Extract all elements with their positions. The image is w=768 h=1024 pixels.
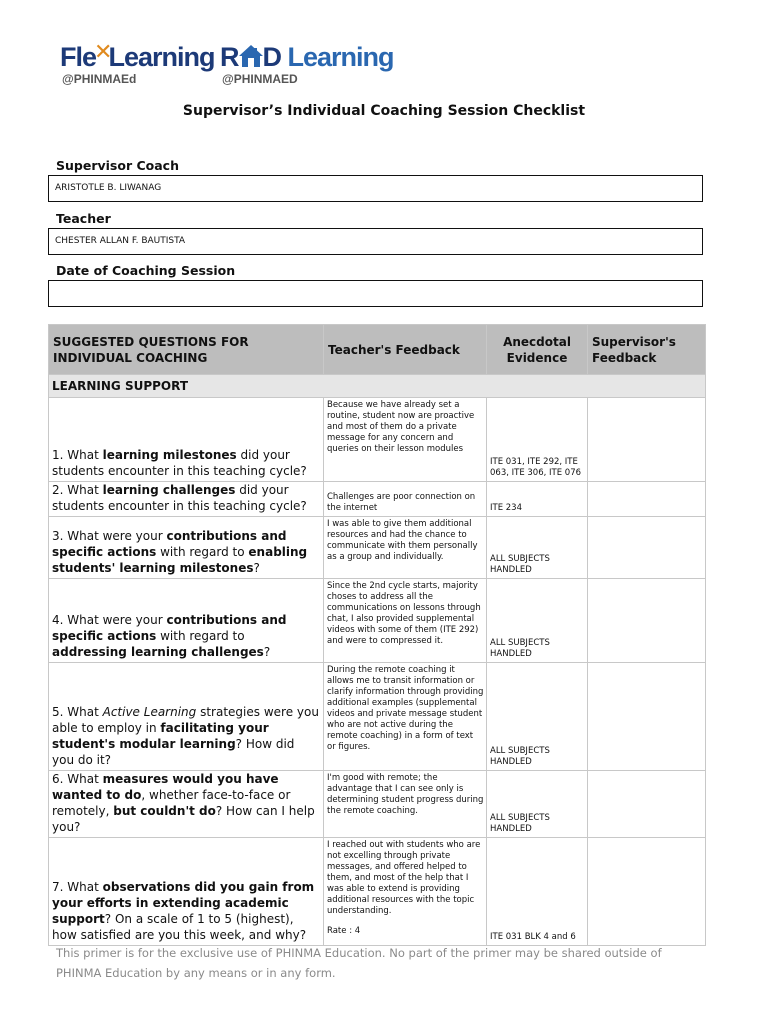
teacher-feedback-text: I reached out with students who are not excelling through private messages, and offered helped to them, and most of the help that I was able to extend is providing additional resources with the topic understanding.	[327, 840, 481, 916]
flexlearning-logo	[60, 39, 215, 86]
supervisor-feedback-cell[interactable]	[588, 771, 706, 838]
teacher-feedback-cell[interactable]	[324, 579, 487, 663]
rad-logo-part2: D	[262, 42, 281, 72]
teacher-feedback-cell[interactable]	[324, 771, 487, 838]
house-icon	[238, 44, 264, 74]
question-text: 1. What	[52, 448, 103, 462]
question-text: ?	[263, 645, 271, 659]
question-text: learning milestones	[102, 448, 237, 462]
supervisor-coach-field[interactable]: ARISTOTLE B. LIWANAG	[48, 175, 703, 202]
question-cell	[49, 838, 324, 946]
teacher-feedback-text: I was able to give them additional resources and had the chance to communicate with them personally as a group and individually.	[327, 519, 478, 562]
flex-logo-part1: Fle	[60, 42, 97, 72]
teacher-label: Teacher	[56, 211, 111, 226]
supervisor-feedback-cell[interactable]	[588, 482, 706, 517]
question-text: ? On a scale of 1 to 5 (highest), how satisfied are you this week, and why?	[52, 912, 307, 942]
table-header-row	[49, 325, 706, 375]
question-text: Active Learning	[102, 705, 197, 719]
supervisor-feedback-cell[interactable]	[588, 579, 706, 663]
question-text: did your students encounter in this teaching cycle?	[52, 448, 307, 478]
question-text: observations did you gain from your efforts in extending academic support	[52, 880, 315, 926]
question-text: facilitating your student's modular learning	[52, 721, 269, 751]
date-label: Date of Coaching Session	[56, 263, 236, 278]
question-text: , whether face-to-face or remotely,	[52, 788, 291, 818]
question-cell	[49, 398, 324, 482]
question-cell	[49, 663, 324, 771]
rad-logo-part3: Learning	[287, 42, 394, 72]
anecdotal-evidence-cell[interactable]: ITE 031 BLK 4 and 6	[487, 838, 588, 946]
rad-logo-handle: @PHINMAED	[222, 72, 298, 86]
table-row	[49, 398, 706, 482]
question-text: strategies were you able to employ in	[52, 705, 319, 735]
question-text: ? How did you do it?	[52, 737, 295, 767]
question-text: 2. What	[52, 483, 103, 497]
anecdotal-evidence-cell[interactable]: ITE 234	[487, 482, 588, 517]
question-text: but couldn't do	[113, 804, 216, 818]
header-supervisor-feedback: Supervisor's Feedback	[588, 325, 706, 375]
question-text: learning challenges	[102, 483, 236, 497]
anecdotal-evidence-cell[interactable]: ALL SUBJECTS HANDLED	[487, 579, 588, 663]
table-row	[49, 482, 706, 517]
question-cell	[49, 482, 324, 517]
section-row	[49, 375, 706, 398]
teacher-feedback-cell[interactable]	[324, 398, 487, 482]
teacher-feedback-cell[interactable]	[324, 517, 487, 579]
question-text: contributions and specific actions	[52, 529, 287, 559]
question-text: 7. What	[52, 880, 103, 894]
supervisor-feedback-cell[interactable]	[588, 398, 706, 482]
table-row	[49, 838, 706, 946]
flex-logo-part2: Learning	[108, 42, 215, 72]
teacher-feedback-cell[interactable]	[324, 663, 487, 771]
table-row	[49, 663, 706, 771]
anecdotal-evidence-cell[interactable]: ITE 031, ITE 292, ITE 063, ITE 306, ITE 076	[487, 398, 588, 482]
question-text: ?	[253, 561, 260, 575]
flex-logo-handle: @PHINMAEd	[62, 72, 137, 86]
coaching-table	[48, 324, 706, 946]
supervisor-feedback-cell[interactable]	[588, 517, 706, 579]
question-text: measures would you have wanted to do	[52, 772, 279, 802]
question-text: 6. What	[52, 772, 103, 786]
anecdotal-evidence-cell[interactable]: ALL SUBJECTS HANDLED	[487, 517, 588, 579]
question-cell	[49, 517, 324, 579]
rad-learning-logo	[220, 42, 435, 86]
anecdotal-evidence-cell[interactable]: ALL SUBJECTS HANDLED	[487, 663, 588, 771]
x-mark-icon: ✕	[94, 39, 112, 64]
date-field[interactable]	[48, 280, 703, 307]
question-text: addressing learning challenges	[52, 645, 264, 659]
question-cell	[49, 771, 324, 838]
question-text: did your students encounter in this teaching cycle?	[52, 483, 307, 513]
header-teacher-feedback: Teacher's Feedback	[324, 325, 487, 375]
table-row	[49, 517, 706, 579]
question-text: 4. What were your	[52, 613, 167, 627]
header-questions: SUGGESTED QUESTIONS FOR INDIVIDUAL COACHING	[49, 325, 324, 375]
supervisor-feedback-cell[interactable]	[588, 663, 706, 771]
question-text: 5. What	[52, 705, 103, 719]
question-text: enabling students' learning milestones	[52, 545, 308, 575]
teacher-feedback-cell[interactable]	[324, 482, 487, 517]
teacher-feedback-text: Since the 2nd cycle starts, majority choses to address all the communications on lessons through chat, I also provided supplemental videos with some of them (ITE 292) and were to compressed it.	[327, 581, 481, 646]
question-cell	[49, 579, 324, 663]
teacher-feedback-text: Challenges are poor connection on the internet	[327, 492, 476, 513]
supervisor-coach-label: Supervisor Coach	[56, 158, 179, 173]
question-text: with regard to	[156, 629, 245, 643]
rad-logo-part1: R	[220, 42, 239, 72]
section-title: LEARNING SUPPORT	[49, 375, 706, 398]
supervisor-feedback-cell[interactable]	[588, 838, 706, 946]
teacher-feedback-text: I'm good with remote; the advantage that I can see only is determining student progress during the remote coaching.	[327, 773, 484, 816]
question-text: with regard to	[156, 545, 249, 559]
teacher-feedback-text: During the remote coaching it allows me to transit information or clarify information through providing additional examples (supplemental videos and private message student who are not active during the remote coaching) in a form of text or figures.	[327, 665, 484, 752]
table-row	[49, 579, 706, 663]
page-title: Supervisor’s Individual Coaching Session Checklist	[182, 103, 586, 119]
question-text: ? How can I help you?	[52, 804, 315, 834]
question-text: contributions and specific actions	[52, 613, 287, 643]
question-text: 3. What were your	[52, 529, 167, 543]
teacher-field[interactable]: CHESTER ALLAN F. BAUTISTA	[48, 228, 703, 255]
anecdotal-evidence-cell[interactable]: ALL SUBJECTS HANDLED	[487, 771, 588, 838]
table-row	[49, 771, 706, 838]
teacher-feedback-text: Because we have already set a routine, student now are proactive and most of them do a private message for any concern and queries on their lesson modules	[327, 400, 475, 454]
footer-notice: This primer is for the exclusive use of PHINMA Education. No part of the primer may be shared outside of PHINMA Education by any means or in any form.	[56, 946, 662, 980]
teacher-feedback-cell[interactable]	[324, 838, 487, 946]
header-anecdotal-evidence: Anecdotal Evidence	[487, 325, 588, 375]
teacher-rate: Rate : 4	[327, 926, 361, 936]
